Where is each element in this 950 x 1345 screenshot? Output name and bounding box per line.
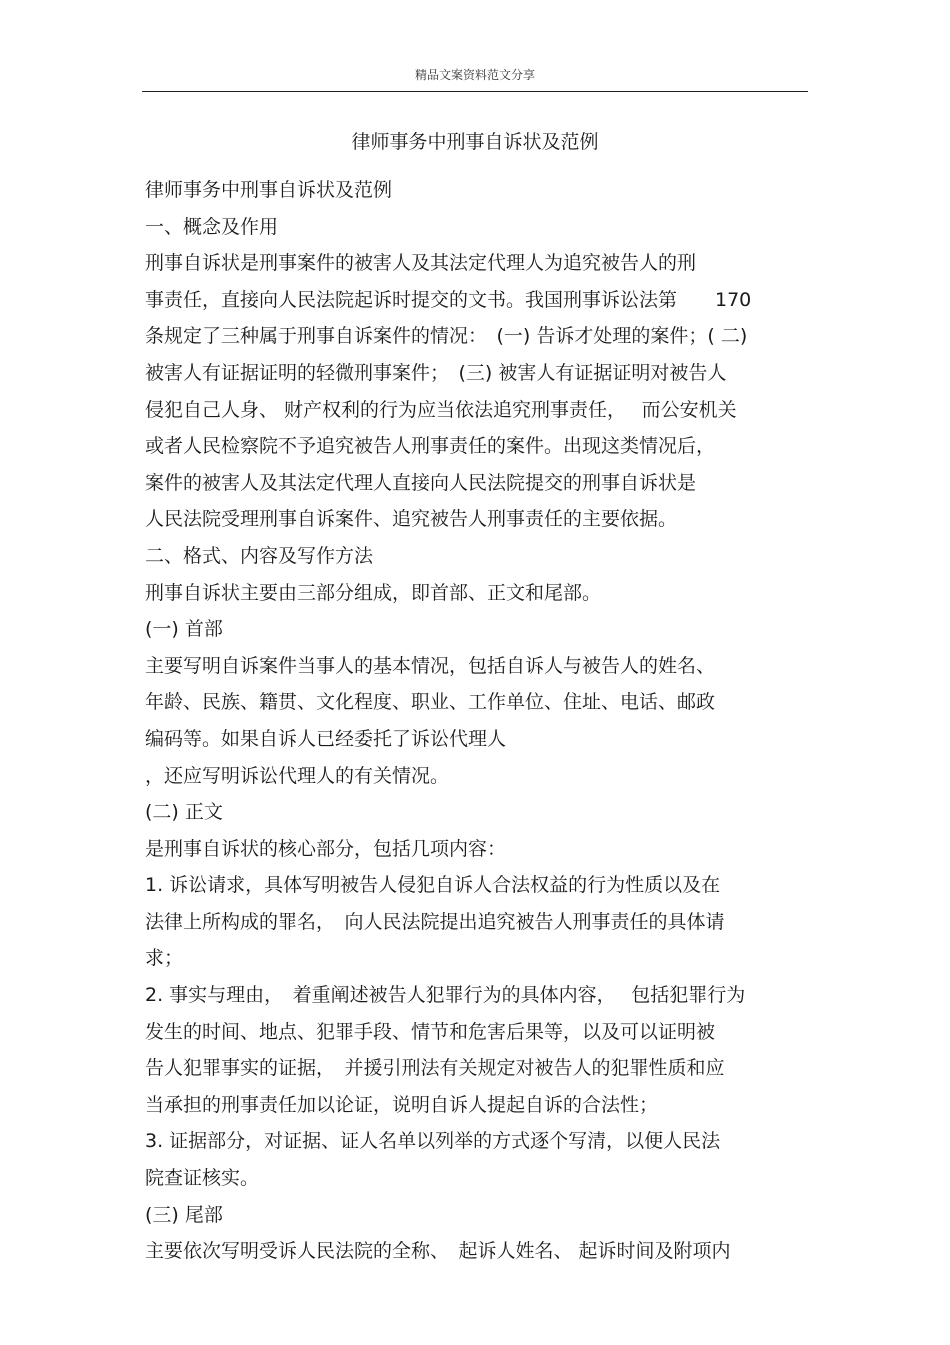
body-line: (三) 尾部 [145, 1203, 223, 1226]
body-line: 年龄、民族、籍贯、文化程度、职业、工作单位、住址、电话、邮政 [145, 691, 716, 714]
body-line: 当承担的刑事责任加以论证，说明自诉人提起自诉的合法性； [145, 1093, 659, 1116]
body-line: 院查证核实。 [145, 1167, 260, 1190]
header-divider [142, 91, 808, 92]
body-line: 被害人有证据证明的轻微刑事案件； (三) 被害人有证据证明对被告人 [145, 361, 727, 384]
body-line: 案件的被害人及其法定代理人直接向人民法院提交的刑事自诉状是 [145, 471, 697, 494]
body-line: 1. 诉讼请求，具体写明被告人侵犯自诉人合法权益的行为性质以及在 [145, 874, 721, 897]
body-line: 求； [145, 947, 184, 970]
body-line: 主要依次写明受诉人民法院的全称、 起诉人姓名、 起诉时间及附项内 [145, 1240, 731, 1263]
body-line: (一) 首部 [145, 618, 223, 641]
body-line: ，还应写明诉讼代理人的有关情况。 [145, 764, 450, 787]
body-line: (二) 正文 [145, 801, 223, 824]
body-line: 条规定了三种属于刑事自诉案件的情况： (一) 告诉才处理的案件；( 二) [145, 325, 748, 348]
body-line: 侵犯自己人身、 财产权利的行为应当依法追究刑事责任， 而公安机关 [145, 398, 737, 421]
body-line: 或者人民检察院不予追究被告人刑事责任的案件。出现这类情况后， [145, 435, 716, 458]
body-line: 3. 证据部分，对证据、证人名单以列举的方式逐个写清，以便人民法 [145, 1130, 721, 1153]
body-line: 人民法院受理刑事自诉案件、追究被告人刑事责任的主要依据。 [145, 508, 678, 531]
body-line: 刑事自诉状是刑事案件的被害人及其法定代理人为追究被告人的刑 [145, 252, 697, 275]
body-line: 二、格式、内容及写作方法 [145, 544, 374, 567]
body-line: 主要写明自诉案件当事人的基本情况，包括自诉人与被告人的姓名、 [145, 654, 716, 677]
page-header: 精品文案资料范文分享 [414, 68, 535, 82]
body-line: 2. 事实与理由， 着重阐述被告人犯罪行为的具体内容， 包括犯罪行为 [145, 984, 746, 1007]
body-line: 事责任，直接向人民法院起诉时提交的文书。我国刑事诉讼法第 170 [145, 288, 752, 311]
body-line: 刑事自诉状主要由三部分组成，即首部、正文和尾部。 [145, 581, 602, 604]
document-title: 律师事务中刑事自诉状及范例 [351, 131, 599, 153]
body-line: 编码等。如果自诉人已经委托了诉讼代理人 [145, 727, 507, 750]
body-line: 告人犯罪事实的证据， 并援引刑法有关规定对被告人的犯罪性质和应 [145, 1057, 725, 1080]
body-line: 法律上所构成的罪名， 向人民法院提出追究被告人刑事责任的具体请 [145, 910, 725, 933]
body-line: 一、概念及作用 [145, 215, 279, 238]
body-line: 是刑事自诉状的核心部分，包括几项内容： [145, 837, 507, 860]
document-body [145, 172, 811, 1270]
body-line: 发生的时间、地点、犯罪手段、情节和危害后果等，以及可以证明被 [145, 1020, 716, 1043]
body-line: 律师事务中刑事自诉状及范例 [145, 179, 393, 201]
